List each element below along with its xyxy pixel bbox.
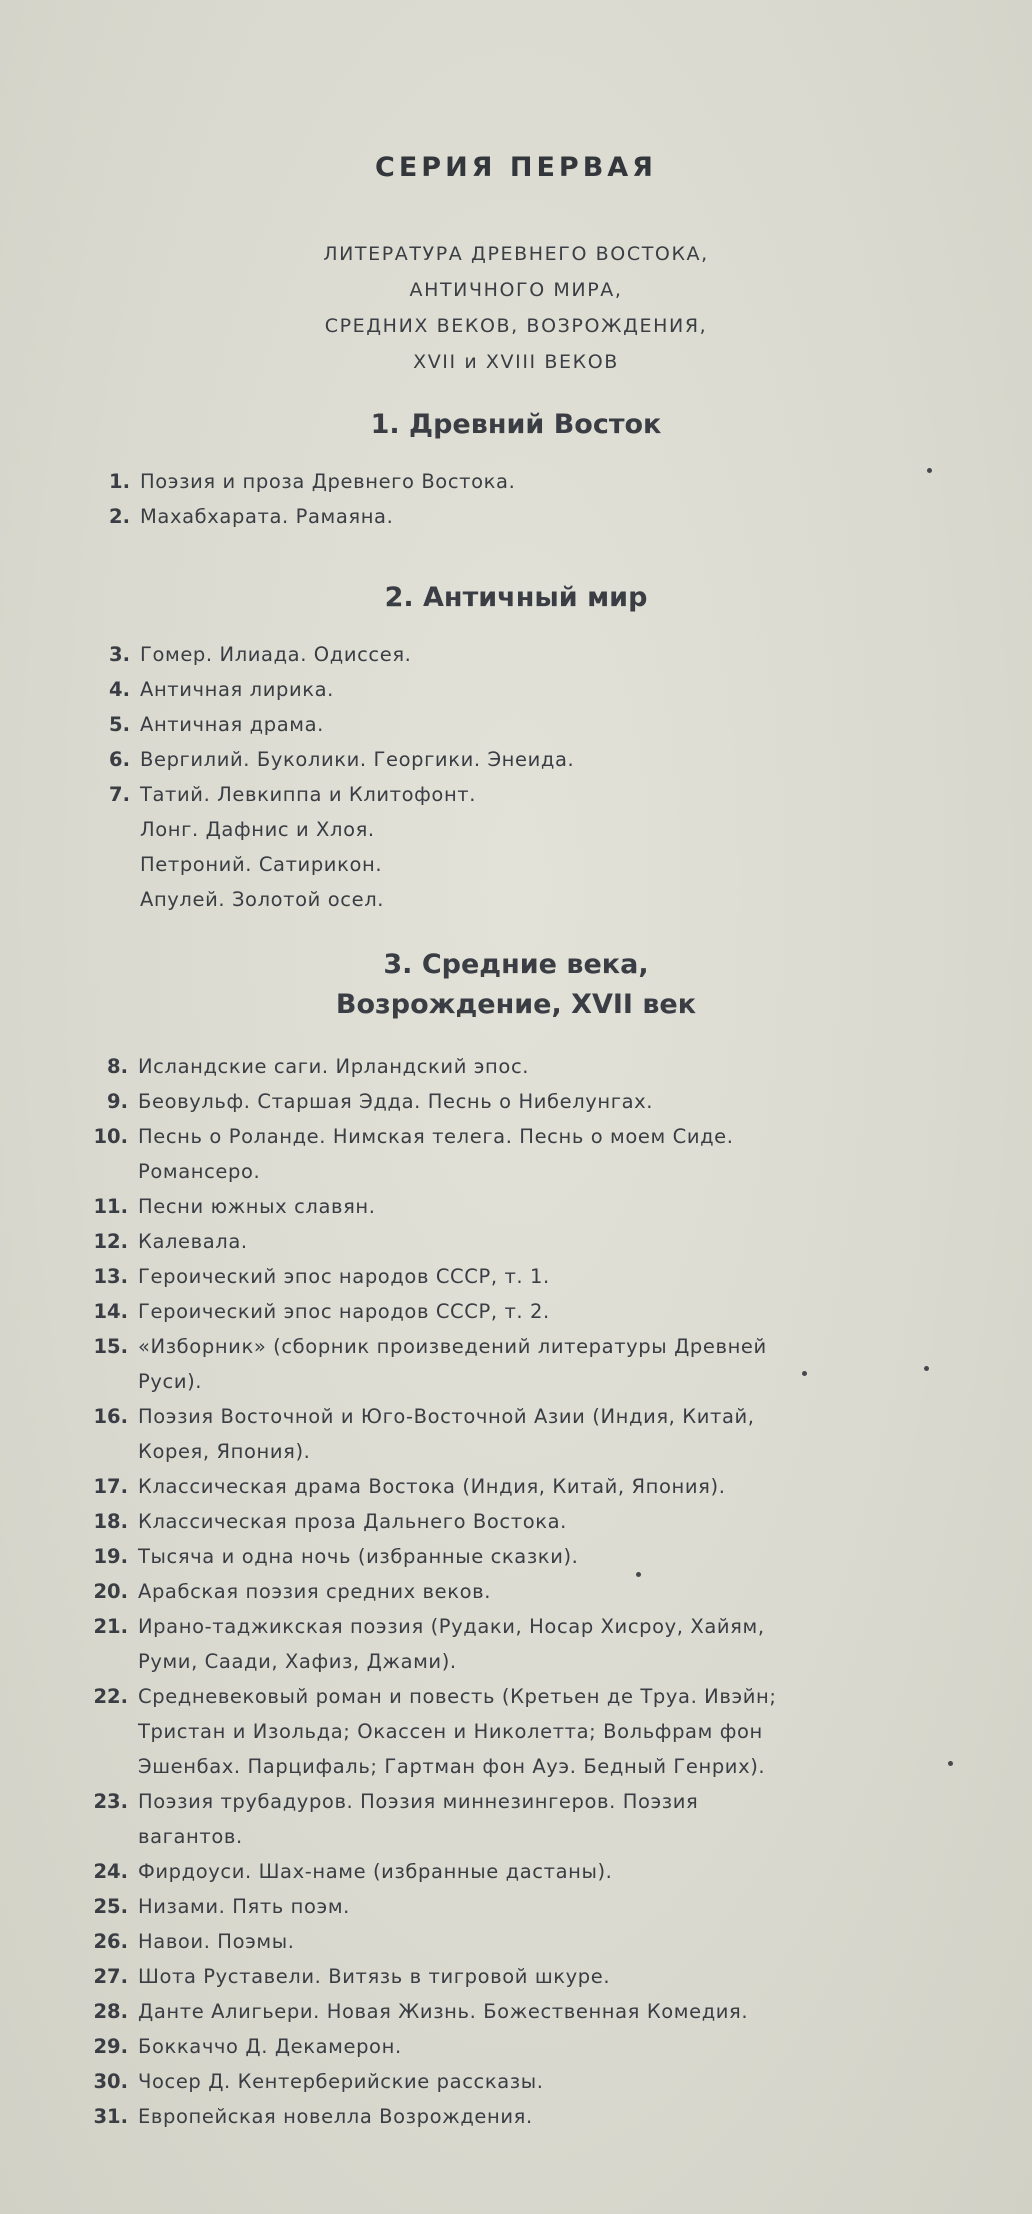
list-item (0, 1294, 1032, 1329)
section-list-antiquity (0, 637, 1032, 917)
item-number: 22. (93, 1685, 128, 1708)
item-text: Песни южных славян. (138, 1195, 376, 1218)
item-number: 23. (93, 1790, 128, 1813)
item-text: Арабская поэзия средних веков. (138, 1580, 492, 1603)
item-text: Гомер. Илиада. Одиссея. (140, 643, 412, 666)
item-text: вагантов. (138, 1825, 243, 1848)
item-text: Махабхарата. Рамаяна. (140, 505, 394, 528)
item-number: 19. (93, 1545, 128, 1568)
item-number: 16. (93, 1405, 128, 1428)
subtitle-line: XVII и XVIII ВЕКОВ (413, 351, 619, 373)
item-number: 21. (93, 1615, 128, 1638)
list-item (0, 1469, 1032, 1504)
item-number: 1. (109, 470, 130, 493)
item-number: 20. (93, 1580, 128, 1603)
item-number: 29. (93, 2035, 128, 2058)
list-item (0, 707, 1032, 742)
item-number: 2. (109, 505, 130, 528)
item-text: Лонг. Дафнис и Хлоя. (140, 818, 375, 841)
item-number: 6. (109, 748, 130, 771)
section-heading-ancient-east (0, 405, 1032, 445)
list-item (0, 1924, 1032, 1959)
section-heading-line: Возрождение, XVII век (335, 989, 697, 1020)
item-number: 14. (93, 1300, 128, 1323)
list-item (0, 672, 1032, 707)
list-item (0, 1889, 1032, 1924)
list-item (0, 1084, 1032, 1119)
item-number: 5. (109, 713, 130, 736)
item-number: 7. (109, 783, 130, 806)
item-number: 28. (93, 2000, 128, 2023)
list-item (0, 1854, 1032, 1889)
item-number: 30. (93, 2070, 128, 2093)
item-text: «Изборник» (сборник произведений литературы Древней (138, 1335, 767, 1358)
item-text: Романсеро. (138, 1160, 261, 1183)
item-text: Поэзия трубадуров. Поэзия миннезингеров. Поэзия (138, 1790, 699, 1813)
section-heading-line: 2. Античный мир (384, 582, 648, 613)
item-text: Навои. Поэмы. (138, 1930, 295, 1953)
item-text: Героический эпос народов СССР, т. 2. (138, 1300, 550, 1323)
item-text: Классическая проза Дальнего Востока. (138, 1510, 567, 1533)
item-number: 3. (109, 643, 130, 666)
item-text: Боккаччо Д. Декамерон. (138, 2035, 402, 2058)
item-text: Эшенбах. Парцифаль; Гартман фон Ауэ. Бедный Генрих). (138, 1755, 766, 1778)
series-title: СЕРИЯ ПЕРВАЯ (375, 152, 657, 183)
list-item (0, 499, 1032, 534)
item-text: Тристан и Изольда; Окассен и Николетта; Вольфрам фон (138, 1720, 763, 1743)
list-item (0, 464, 1032, 499)
item-number: 15. (93, 1335, 128, 1358)
item-text: Шота Руставели. Витязь в тигровой шкуре. (138, 1965, 611, 1988)
item-text: Поэзия и проза Древнего Востока. (140, 470, 516, 493)
item-number: 13. (93, 1265, 128, 1288)
section-list-middle-ages (0, 1049, 1032, 2134)
item-number: 27. (93, 1965, 128, 1988)
item-number: 18. (93, 1510, 128, 1533)
item-text: Песнь о Роланде. Нимская телега. Песнь о моем Сиде. (138, 1125, 734, 1148)
item-text: Средневековый роман и повесть (Кретьен де Труа. Ивэйн; (138, 1685, 777, 1708)
list-item (0, 1189, 1032, 1224)
item-number: 31. (93, 2105, 128, 2128)
item-number: 4. (109, 678, 130, 701)
item-text: Тысяча и одна ночь (избранные сказки). (138, 1545, 579, 1568)
section-heading-line: 1. Древний Восток (370, 409, 662, 440)
item-text: Данте Алигьери. Новая Жизнь. Божественная Комедия. (138, 2000, 749, 2023)
item-text: Ирано-таджикская поэзия (Рудаки, Носар Хисроу, Хайям, (138, 1615, 765, 1638)
paper-speck (927, 468, 932, 473)
list-item (0, 2099, 1032, 2134)
list-item (0, 1959, 1032, 1994)
subtitle-line: АНТИЧНОГО МИРА, (409, 279, 623, 301)
item-text: Чосер Д. Кентерберийские рассказы. (138, 2070, 544, 2093)
item-text: Корея, Япония). (138, 1440, 311, 1463)
item-number: 8. (107, 1055, 128, 1078)
item-number: 24. (93, 1860, 128, 1883)
paper-speck (802, 1371, 807, 1376)
item-text: Вергилий. Буколики. Георгики. Энеида. (140, 748, 575, 771)
item-text: Петроний. Сатирикон. (140, 853, 383, 876)
item-text: Низами. Пять поэм. (138, 1895, 350, 1918)
list-item (0, 637, 1032, 672)
paper-speck (636, 1572, 641, 1577)
paper-speck (948, 1761, 953, 1766)
item-number: 9. (107, 1090, 128, 1113)
list-item (0, 777, 1032, 917)
series-subtitle (0, 236, 1032, 380)
item-number: 10. (93, 1125, 128, 1148)
list-item (0, 1784, 1032, 1854)
section-heading-middle-ages (0, 945, 1032, 1025)
item-text: Поэзия Восточной и Юго-Восточной Азии (Индия, Китай, (138, 1405, 755, 1428)
section-list-ancient-east (0, 464, 1032, 534)
list-item (0, 1609, 1032, 1679)
list-item (0, 1049, 1032, 1084)
item-text: Исландские саги. Ирландский эпос. (138, 1055, 530, 1078)
item-text: Античная драма. (140, 713, 324, 736)
item-number: 12. (93, 1230, 128, 1253)
item-text: Классическая драма Востока (Индия, Китай, Япония). (138, 1475, 726, 1498)
item-text: Татий. Левкиппа и Клитофонт. (140, 783, 477, 806)
item-text: Европейская новелла Возрождения. (138, 2105, 533, 2128)
item-text: Руси). (138, 1370, 203, 1393)
list-item (0, 742, 1032, 777)
item-number: 11. (93, 1195, 128, 1218)
list-item (0, 1679, 1032, 1784)
list-item (0, 1399, 1032, 1469)
item-text: Фирдоуси. Шах-наме (избранные дастаны). (138, 1860, 613, 1883)
list-item (0, 2029, 1032, 2064)
item-number: 25. (93, 1895, 128, 1918)
item-text: Беовульф. Старшая Эдда. Песнь о Нибелунгах. (138, 1090, 654, 1113)
list-item (0, 1329, 1032, 1399)
subtitle-line: ЛИТЕРАТУРА ДРЕВНЕГО ВОСТОКА, (323, 243, 709, 265)
list-item (0, 1504, 1032, 1539)
item-number: 17. (93, 1475, 128, 1498)
section-heading-line: 3. Средние века, (383, 949, 649, 980)
list-item (0, 1259, 1032, 1294)
section-heading-antiquity (0, 578, 1032, 618)
item-text: Калевала. (138, 1230, 248, 1253)
list-item (0, 1224, 1032, 1259)
item-text: Руми, Саади, Хафиз, Джами). (138, 1650, 457, 1673)
list-item (0, 1539, 1032, 1574)
list-item (0, 1994, 1032, 2029)
item-number: 26. (93, 1930, 128, 1953)
item-text: Античная лирика. (140, 678, 334, 701)
list-item (0, 2064, 1032, 2099)
item-text: Героический эпос народов СССР, т. 1. (138, 1265, 550, 1288)
list-item (0, 1574, 1032, 1609)
item-text: Апулей. Золотой осел. (140, 888, 385, 911)
list-item (0, 1119, 1032, 1189)
paper-speck (924, 1366, 929, 1371)
subtitle-line: СРЕДНИХ ВЕКОВ, ВОЗРОЖДЕНИЯ, (324, 315, 708, 337)
